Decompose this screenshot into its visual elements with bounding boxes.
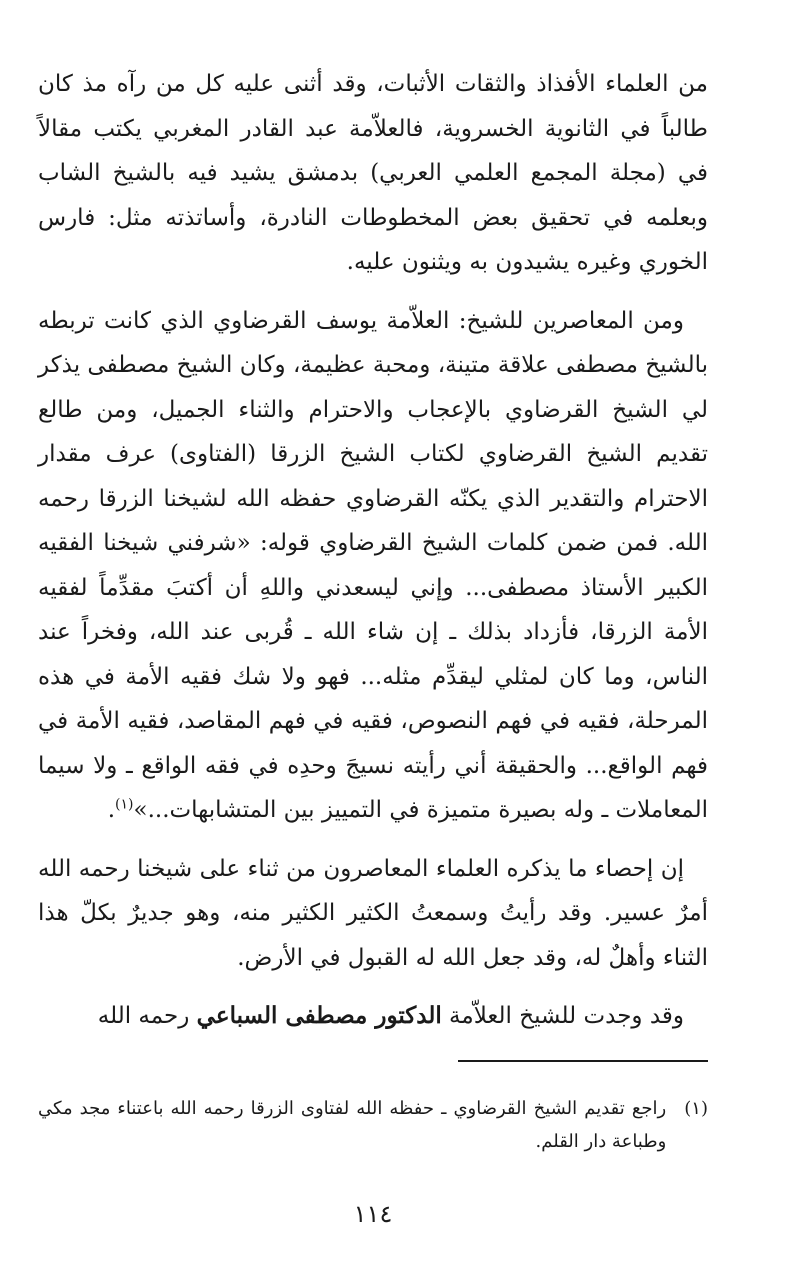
paragraph-text: ومن المعاصرين للشيخ: العلاّمة يوسف القرضاوي الذي كانت تربطه بالشيخ مصطفى علاقة متينة، ومحبة عظيمة، وكان الشيخ مصطفى يذكر لي الشيخ القرضاوي بالإعجاب والاحترام والثناء الجميل، ومن طالع تقديم الشيخ القرضاوي لكتاب الشيخ الزرقا (الفتاوى) عرف مقدار الاحترام والتقدير الذي يكنّه القرضاوي حفظه الله لشيخنا الزرقا رحمه الله. فمن ضمن كلمات الشيخ القرضاوي قوله: «شرفني شيخنا الفقيه الكبير الأستاذ مصطفى... وإني ليسعدني واللهِ أن أكتبَ مقدِّماً لفقيه الأمة الزرقا، فأزداد بذلك ـ إن شاء الله ـ قُربى عند الله، وفخراً عند الناس، وما كان لمثلي ليقدِّم مثله... فهو ولا شك فقيه الأمة في هذه المرحلة، فقيه في فهم النصوص، فقيه في فهم المقاصد، فقيه الأمة في فهم الواقع... والحقيقة أني رأيته نسيجَ وحدِه في فقه الواقع ـ ولا سيما المعاملات ـ وله بصيرة متميزة في التمييز بين المتشابهات...»	[38, 307, 708, 823]
footnote	[38, 1092, 708, 1158]
page-number: ١١٤	[353, 1200, 393, 1228]
paragraph-text: وقد وجدت للشيخ العلاّمة	[441, 1003, 684, 1029]
paragraph-text: إن إحصاء ما يذكره العلماء المعاصرون من ثناء على شيخنا رحمه الله أمرٌ عسير. وقد رأيتُ وسمعتُ الكثير الكثير منه، وهو جديرٌ بكلّ هذا الثناء وأهلٌ له، وقد جعل الله له القبول في الأرض.	[38, 855, 708, 971]
footnote-reference: (١)	[115, 796, 134, 813]
footnote-divider	[458, 1060, 708, 1062]
bold-name: الدكتور مصطفى السباعي	[196, 1002, 442, 1029]
book-page	[38, 62, 708, 1286]
paragraph-qaradawi	[38, 299, 708, 833]
paragraph-text: رحمه الله	[97, 1003, 197, 1029]
footnote-number: (١)	[684, 1098, 708, 1119]
paragraph-sibai	[38, 994, 708, 1039]
paragraph-text-end: .	[107, 797, 116, 823]
footnote-text: راجع تقديم الشيخ القرضاوي ـ حفظه الله لفتاوى الزرقا رحمه الله باعتناء مجد مكي وطباعة دار القلم.	[38, 1098, 667, 1152]
paragraph-praise-count	[38, 847, 708, 981]
paragraph-text: من العلماء الأفذاذ والثقات الأثبات، وقد أثنى عليه كل من رآه مذ كان طالباً في الثانوية الخسروية، فالعلاّمة عبد القادر المغربي يكتب مقالاً في (مجلة المجمع العلمي العربي) بدمشق يشيد فيه بالشيخ الشاب وبعلمه في تحقيق بعض المخطوطات النادرة، وأساتذته مثل: فارس الخوري وغيره يشيدون به ويثنون عليه.	[38, 71, 708, 275]
paragraph-scholars-praise	[38, 62, 708, 285]
